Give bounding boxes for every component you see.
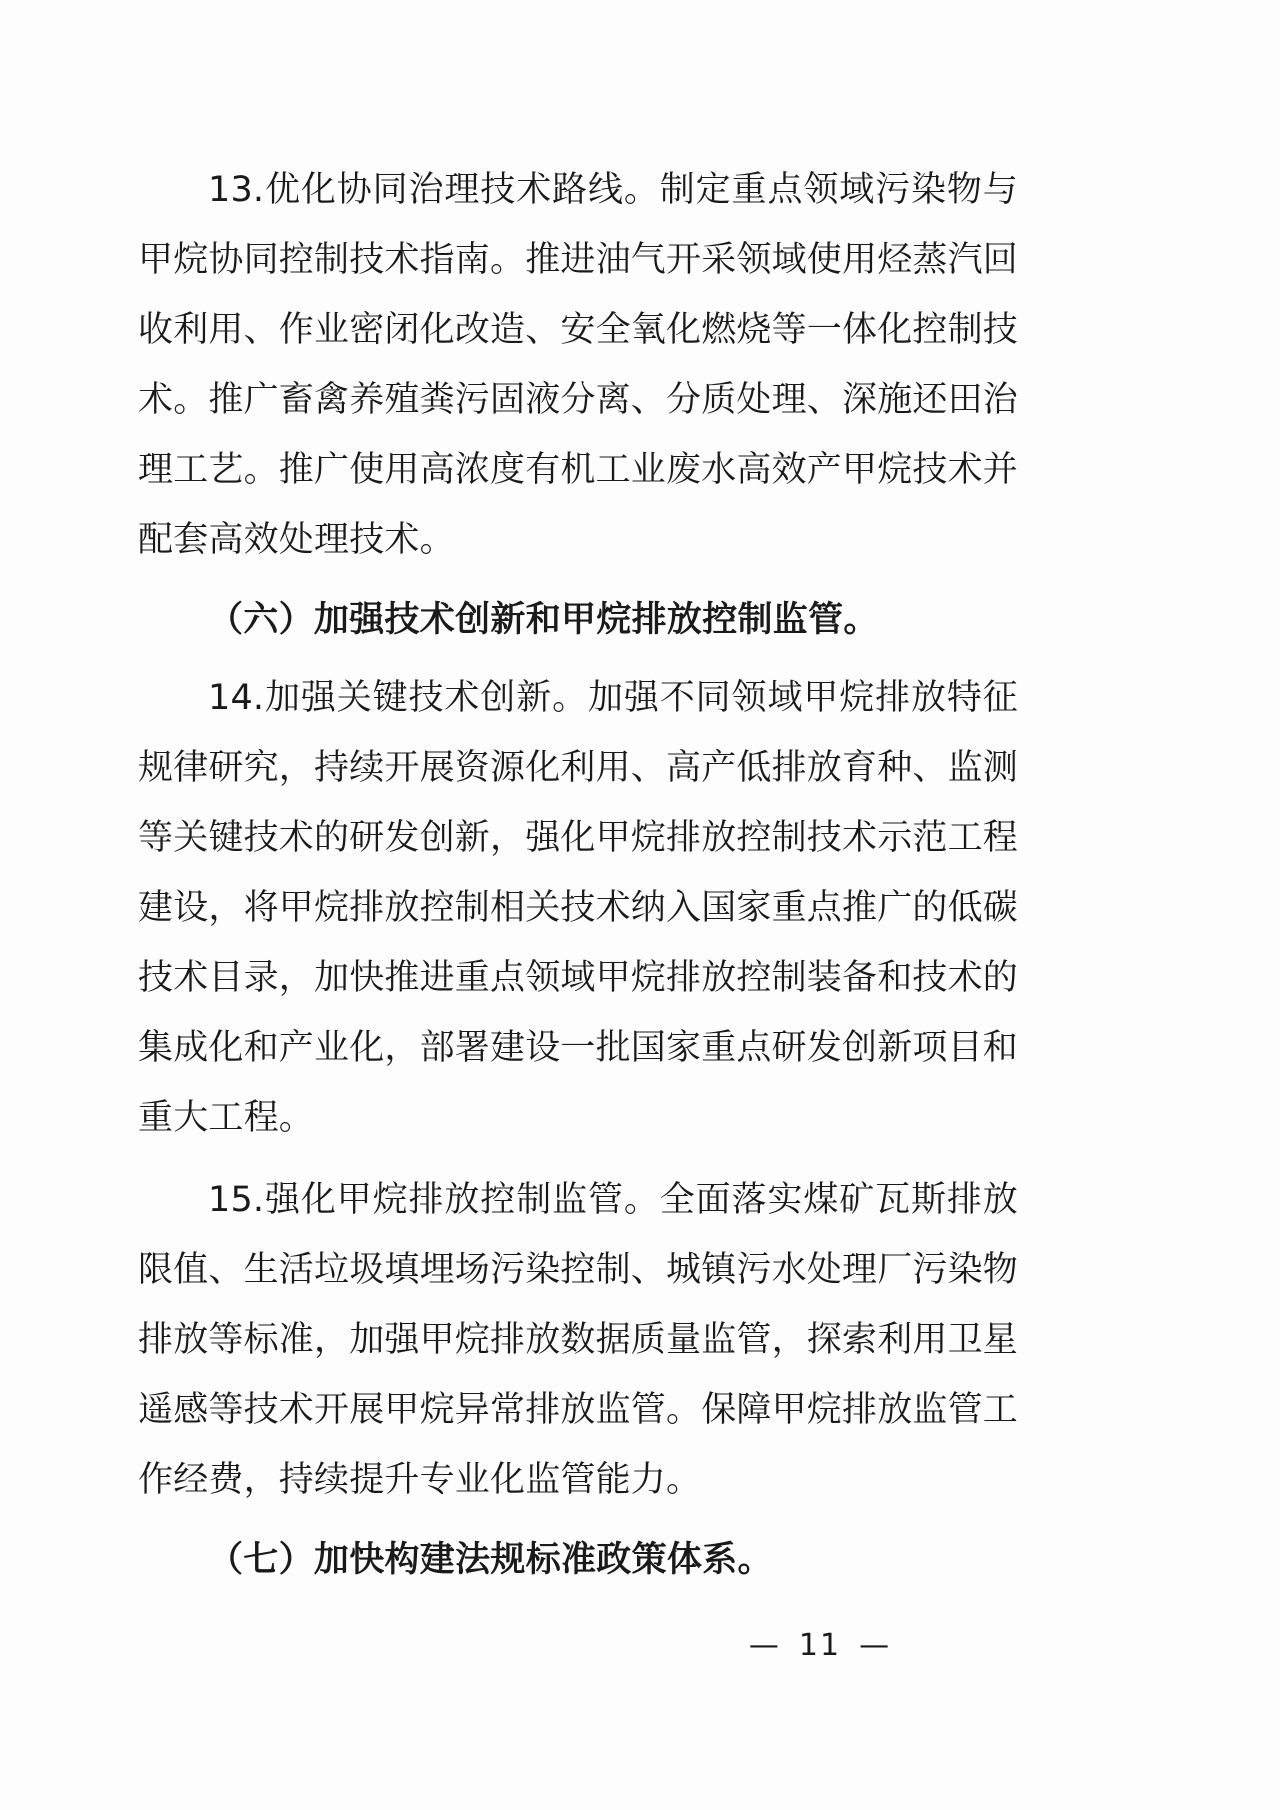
spacer	[138, 655, 1018, 663]
paragraph-15: 15.强化甲烷排放控制监管。全面落实煤矿瓦斯排放限值、生活垃圾填埋场污染控制、城镇污水处理厂污染物排放等标准，加强甲烷排放数据质量监管，探索利用卫星遥感等技术开展甲烷异常排放监管。保障甲烷排放监管工作经费，持续提升专业化监管能力。	[138, 1180, 1019, 1500]
paragraph-14: 14.加强关键技术创新。加强不同领域甲烷排放特征规律研究，持续开展资源化利用、高产低排放育种、监测等关键技术的研发创新，强化甲烷排放控制技术示范工程建设，将甲烷排放控制相关技术纳入国家重点推广的低碳技术目录，加快推进重点领域甲烷排放控制装备和技术的集成化和产业化，部署建设一批国家重点研发创新项目和重大工程。	[138, 678, 1019, 1138]
paragraph-13: 13.优化协同治理技术路线。制定重点领域污染物与甲烷协同控制技术指南。推进油气开采领域使用烃蒸汽回收利用、作业密闭化改造、安全氧化燃烧等一体化控制技术。推广畜禽养殖粪污固液分离、分质处理、深施还田治理工艺。推广使用高浓度有机工业废水高效产甲烷技术并配套高效处理技术。	[138, 170, 1019, 560]
page-content	[138, 155, 1018, 1595]
spacer	[138, 577, 1018, 585]
footer-dash-left: —	[748, 1628, 781, 1663]
page-footer	[0, 1628, 1280, 1663]
page-number-group	[731, 1628, 909, 1663]
section-heading-seven: （七）加快构建法规标准政策体系。	[208, 1540, 773, 1580]
footer-dash-right: —	[859, 1628, 892, 1663]
spacer	[138, 1155, 1018, 1165]
spacer	[138, 1517, 1018, 1525]
page-number: 11	[798, 1628, 842, 1663]
section-heading-six: （六）加强技术创新和甲烷排放控制监管。	[208, 600, 879, 640]
